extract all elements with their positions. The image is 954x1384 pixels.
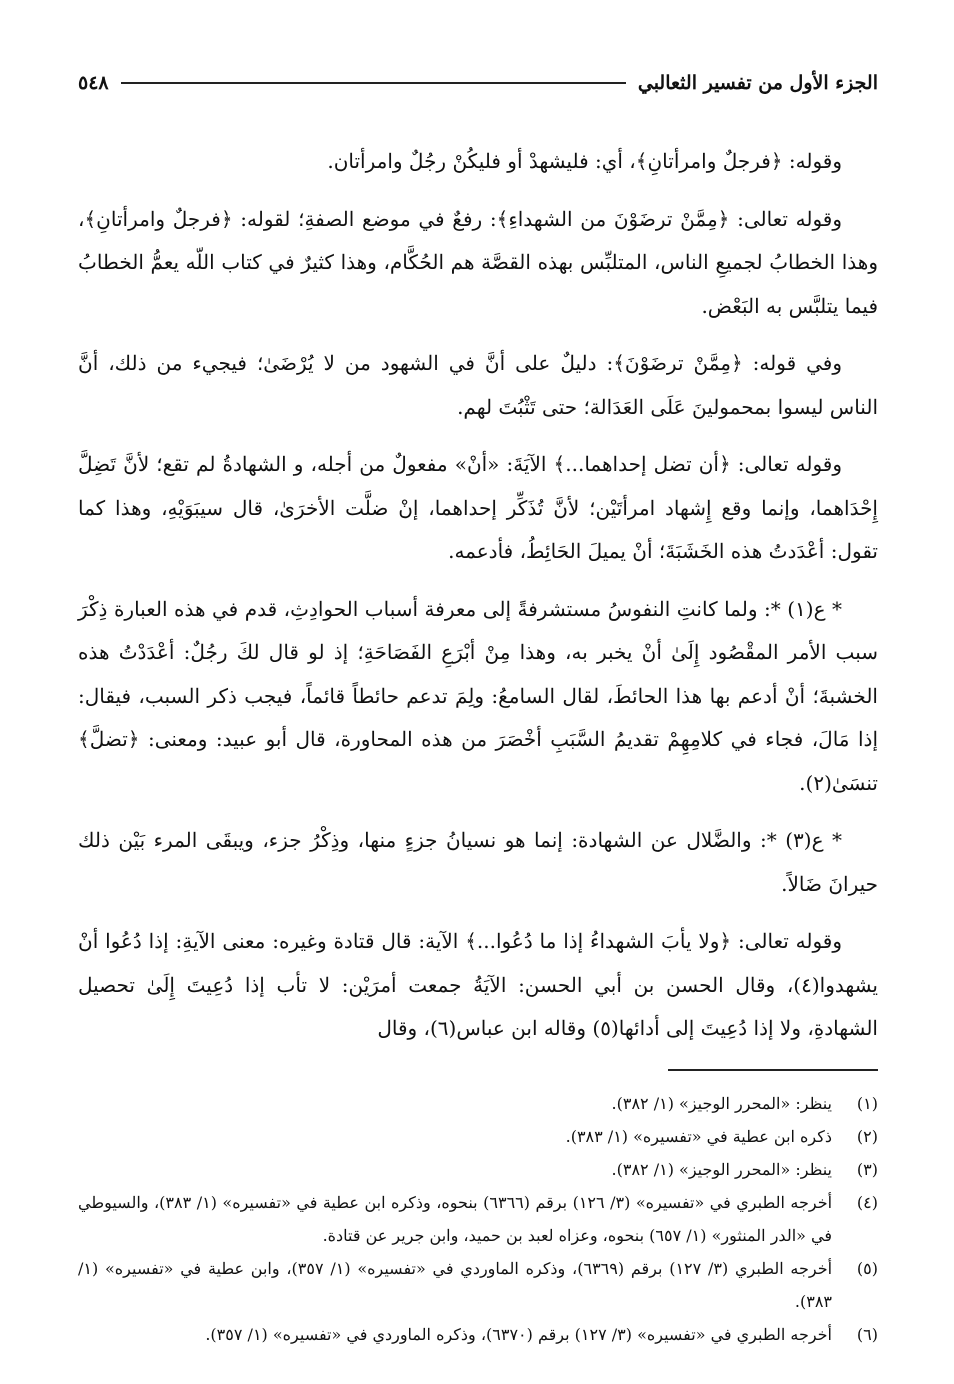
footnote-number: (٦) (856, 1324, 878, 1344)
paragraph: وقوله تعالى: ﴿مِمَّنْ ترضَوْنَ من الشهداءِ﴾: رفعٌ في موضع الصفةِ؛ لقوله: ﴿فرجلٌ وامرأتانِ﴾، وهذا الخطابُ لجميعِ الناس، المتلبِّس بهذه القصَّة هم الحُكَّام، وهذا كثيرٌ في كتاب اللّه يعمُّ الخطابُ فيما يتلبَّس به البَعْض. (78, 206, 878, 318)
footnote-number: (١) (856, 1093, 878, 1113)
page-number: ٥٤٨ (78, 72, 109, 94)
paragraph: * ع(٣) *: والضَّلال عن الشهادة: إنما هو نسيانُ جزءٍ منها، وذِكْرُ جزء، ويبقَى المرء بَيْن ذلك حيرانَ ضَالاً. (78, 828, 878, 896)
paragraph: وقوله تعالى: ﴿أن تضل إحداهما...﴾ الآيَةَ: «أنْ» مفعولٌ من أجله، و الشهادةُ لم تقع؛ لأنَّ تَضِلَّ إِحْدَاهما، وإنما وقع إِشهاد امرأتَيْن؛ لأنَّ تُذَكِّر إحداهما، إنْ ضلَّت الأخرَىٰ، قال سيبَوَيْهِ، وهذا كما تقول: أعْدَدتُ هذه الخَشَبَةَ؛ أنْ يميلَ الحَائِطُ، فأدعمه. (78, 452, 878, 563)
footnote (78, 1252, 878, 1318)
paragraph: وقوله: ﴿فرجلٌ وامرأتانِ﴾، أي: فليشهدْ أو فليكُنْ رجُلٌ وامرأتان. (327, 149, 842, 173)
footnote-number: (٤) (856, 1192, 878, 1212)
footnote-separator (668, 1069, 878, 1071)
footnote-text: ينظر: «المحرر الوجيز» (١/ ٣٨٢). (611, 1093, 832, 1113)
footnote (78, 1318, 878, 1351)
footnotes (78, 1087, 878, 1351)
footnote-text: ذكره ابن عطية في «تفسيره» (١/ ٣٨٣). (565, 1126, 832, 1146)
footnote-number: (٣) (856, 1159, 878, 1179)
footnote-number: (٥) (856, 1258, 878, 1278)
footnote-number: (٢) (856, 1126, 878, 1146)
header-rule (121, 82, 626, 84)
footnote-text: أخرجه الطبري (٣/ ١٢٧) برقم (٦٣٦٩)، وذكره الماوردي في «تفسيره» (١/ ٣٥٧)، وابن عطية في «تفسيره» (١/ ٣٨٣). (78, 1258, 833, 1311)
paragraph: وقوله تعالى: ﴿ولا يأبَ الشهداءُ إذا ما دُعُوا...﴾ الآية: قال قتادة وغيره: معنى الآيةِ: إذا دُعُوا أنْ يشهدوا(٤)، وقال الحسن بن أبي الحسن: الآيَةُ جمعت أمرَيْن: لا تأب إذا دُعِيتَ إِلَىٰ تحصيل الشهادةِ، ولا إذا دُعِيتَ إلى أدائها(٥) وقاله ابن عباس(٦)، وقال (78, 929, 878, 1040)
paragraph: * ع(١) *: ولما كانتِ النفوسُ مستشرفةً إلى معرفة أسباب الحوادِثِ، قدم في هذه العبارة ذِكْرَ سبب الأمر المقْصُود إِلَىٰ أنْ يخبر به، وهذا مِنْ أبْرَعِ الفَصَاحَةِ؛ إذ لو قال لكَ رجُلٌ: أعْدَدْتُ هذه الخشبةَ؛ أنْ أدعم بها هذا الحائطَ، لقال السامعُ: ولِمَ تدعم حائطاً قائماً، فيجب ذكر السبب، فيقال: إذا مَالَ، فجاء في كلامِهِمْ تقديمُ السَّبَبِ أخْصَرَ من هذه المحاورة، قال أبو عبيد: ومعنى: ﴿تضلَّ﴾ تنسَىٰ(٢). (78, 596, 878, 795)
main-text (78, 140, 878, 1051)
footnote-text: أخرجه الطبري في «تفسيره» (٣/ ١٢٧) برقم (٦٣٧٠)، وذكره الماوردي في «تفسيره» (١/ ٣٥٧). (205, 1324, 832, 1344)
footnote (78, 1087, 878, 1120)
paragraph: وفي قوله: ﴿مِمَّنْ ترضَوْنَ﴾: دليلٌ على أنَّ في الشهود من لا يُرْضَىٰ؛ فيجيء من ذلك، أنَّ الناس ليسوا بمحمولينَ عَلَى العَدَالة؛ حتى تَثْبُتَ لهم. (78, 351, 878, 419)
footnote (78, 1120, 878, 1153)
book-page (78, 60, 878, 1351)
running-title: الجزء الأول من تفسير الثعالبي (637, 72, 878, 94)
footnote-text: أخرجه الطبري في «تفسيره» (٣/ ١٢٦) برقم (٦٣٦٦) بنحوه، وذكره ابن عطية في «تفسيره» (١/ ٣٨٣)، والسيوطي في «الدر المنثور» (١/ ٦٥٧) بنحوه، وعزاه لعبد بن حميد، وابن جرير عن قتادة. (78, 1192, 833, 1245)
footnote (78, 1186, 878, 1252)
footnote-text: ينظر: «المحرر الوجيز» (١/ ٣٨٢). (611, 1159, 832, 1179)
page-header (78, 60, 878, 106)
footnote (78, 1153, 878, 1186)
